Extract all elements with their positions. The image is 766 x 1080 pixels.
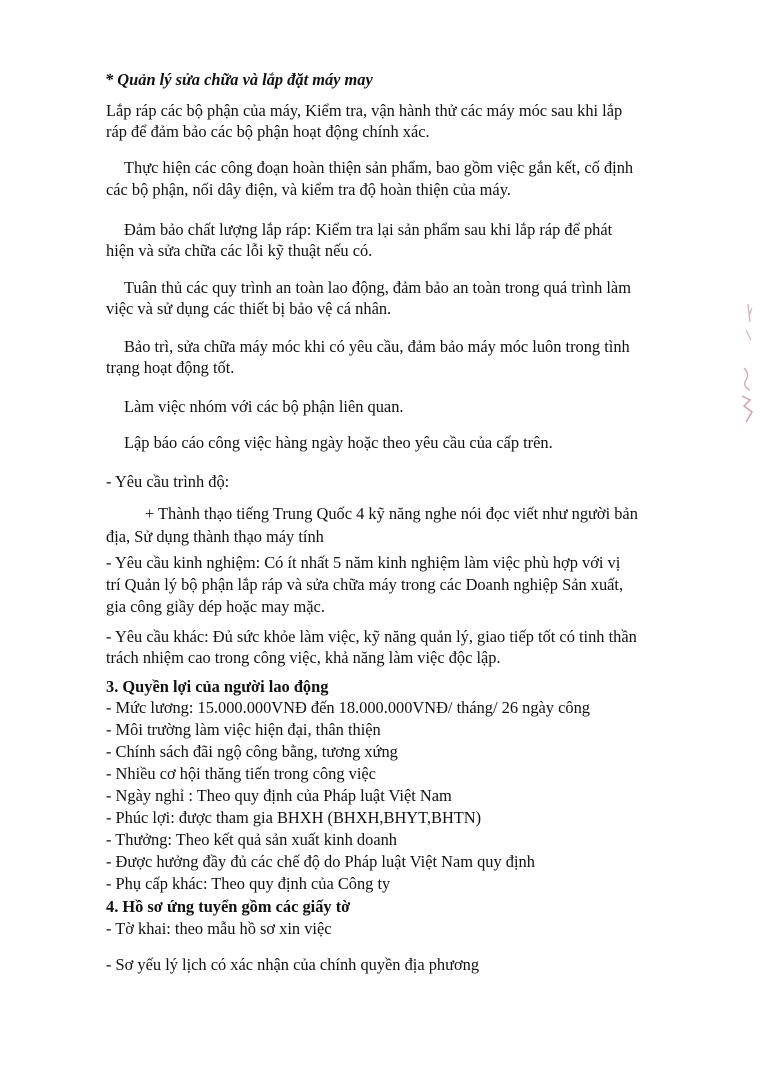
requirement-experience-line: trí Quản lý bộ phận lắp ráp và sửa chữa máy trong các Doanh nghiệp Sản xuất, xyxy=(106,575,624,594)
benefit-item: - Phụ cấp khác: Theo quy định của Công ty xyxy=(106,874,391,893)
benefit-item: - Mức lương: 15.000.000VNĐ đến 18.000.000VNĐ/ tháng/ 26 ngày công xyxy=(106,698,590,717)
paragraph-line: Thực hiện các công đoạn hoàn thiện sản phẩm, bao gồm việc gắn kết, cố định xyxy=(124,158,634,177)
paragraph-line: Lập báo cáo công việc hàng ngày hoặc theo yêu cầu của cấp trên. xyxy=(124,433,553,452)
paragraph-line: ráp để đảm bảo các bộ phận hoạt động chính xác. xyxy=(106,122,430,141)
document-item: - Tờ khai: theo mẫu hồ sơ xin việc xyxy=(106,919,332,938)
margin-stamp-marks xyxy=(726,300,766,440)
benefit-item: - Chính sách đãi ngộ công bằng, tương xứng xyxy=(106,742,398,761)
benefits-heading: 3. Quyền lợi của người lao động xyxy=(106,677,329,696)
paragraph-line: Tuân thủ các quy trình an toàn lao động, đảm bảo an toàn trong quá trình làm xyxy=(124,278,631,297)
paragraph-line: các bộ phận, nối dây điện, và kiểm tra độ hoàn thiện của máy. xyxy=(106,180,511,199)
requirement-other-line: - Yêu cầu khác: Đủ sức khỏe làm việc, kỹ năng quản lý, giao tiếp tốt có tinh thần xyxy=(106,627,637,646)
benefit-item: - Ngày nghỉ : Theo quy định của Pháp luật Việt Nam xyxy=(106,786,452,805)
requirement-education-label: - Yêu cầu trình độ: xyxy=(106,472,230,491)
document-item: - Sơ yếu lý lịch có xác nhận của chính quyền địa phương xyxy=(106,955,480,974)
paragraph-line: Bảo trì, sửa chữa máy móc khi có yêu cầu, đảm bảo máy móc luôn trong tình xyxy=(124,337,630,356)
documents-heading: 4. Hồ sơ ứng tuyển gồm các giấy tờ xyxy=(106,897,351,916)
benefit-item: - Nhiều cơ hội thăng tiến trong công việc xyxy=(106,764,376,783)
paragraph-line: trạng hoạt động tốt. xyxy=(106,358,235,377)
benefit-item: - Thưởng: Theo kết quả sản xuất kinh doanh xyxy=(106,830,397,849)
paragraph-line: việc và sử dụng các thiết bị bảo vệ cá nhân. xyxy=(106,299,392,318)
paragraph-line: hiện và sửa chữa các lỗi kỹ thuật nếu có. xyxy=(106,241,373,260)
requirement-experience-line: - Yêu cầu kinh nghiệm: Có ít nhất 5 năm kinh nghiệm làm việc phù hợp với vị xyxy=(106,553,621,572)
requirement-education-line: địa, Sử dụng thành thạo máy tính xyxy=(106,527,324,546)
requirement-experience-line: gia công giầy dép hoặc may mặc. xyxy=(106,597,325,616)
benefit-item: - Phúc lợi: được tham gia BHXH (BHXH,BHYT,BHTN) xyxy=(106,808,482,827)
requirement-other-line: trách nhiệm cao trong công việc, khả năng làm việc độc lập. xyxy=(106,648,501,667)
benefit-item: - Được hưởng đầy đủ các chế độ do Pháp luật Việt Nam quy định xyxy=(106,852,535,871)
paragraph-line: Làm việc nhóm với các bộ phận liên quan. xyxy=(124,397,404,416)
paragraph-line: Lắp ráp các bộ phận của máy, Kiểm tra, vận hành thử các máy móc sau khi lắp xyxy=(106,101,623,120)
margin-stamp-mark xyxy=(726,300,766,440)
requirement-education-line: + Thành thạo tiếng Trung Quốc 4 kỹ năng nghe nói đọc viết như người bản xyxy=(145,504,638,523)
paragraph-line: Đảm bảo chất lượng lắp ráp: Kiểm tra lại sản phẩm sau khi lắp ráp để phát xyxy=(124,220,613,239)
section-title: * Quản lý sửa chữa và lắp đặt máy may xyxy=(105,70,373,89)
benefit-item: - Môi trường làm việc hiện đại, thân thiện xyxy=(106,720,381,739)
